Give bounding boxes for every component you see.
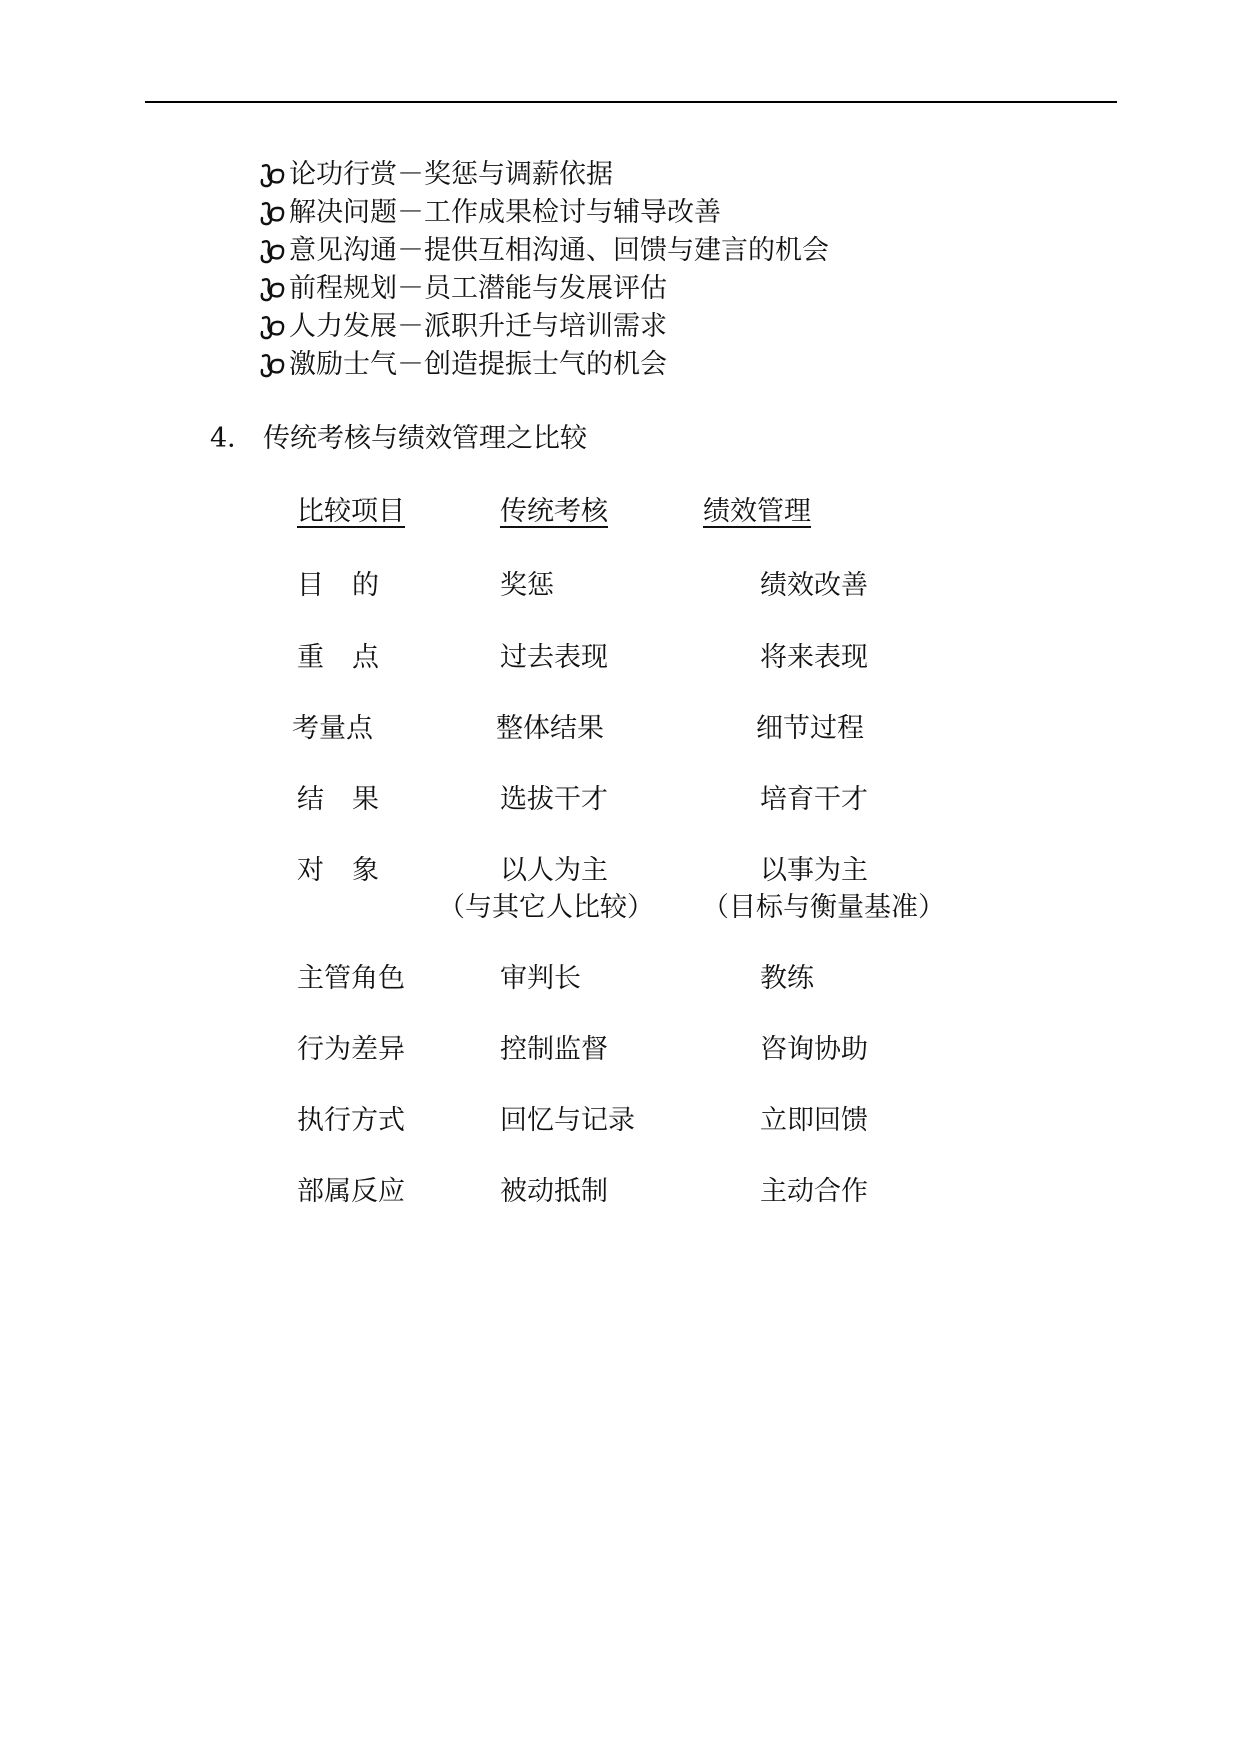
row-traditional-note: （与其它人比较） — [438, 892, 654, 923]
row-item: 部属反应 — [297, 1176, 405, 1207]
row-performance-note: （目标与衡量基准） — [702, 892, 945, 923]
row-item: 目的 — [297, 570, 407, 601]
bullet-swirl-icon — [258, 198, 288, 228]
row-item: 执行方式 — [297, 1105, 405, 1136]
bullet-item — [258, 308, 829, 346]
bullet-swirl-icon — [258, 236, 288, 266]
bullet-item — [258, 232, 829, 270]
bullet-text: 意见沟通－提供互相沟通、回馈与建言的机会 — [289, 235, 829, 266]
section-number: 4． — [210, 423, 255, 454]
row-performance: 立即回馈 — [760, 1105, 868, 1136]
bullet-swirl-icon — [258, 312, 288, 342]
bullet-item — [258, 346, 829, 384]
row-item: 重点 — [297, 642, 407, 673]
bullet-list — [258, 156, 829, 384]
bullet-text: 激励士气－创造提振士气的机会 — [289, 349, 667, 380]
row-performance: 培育干才 — [760, 784, 868, 815]
row-traditional: 选拔干才 — [500, 784, 608, 815]
bullet-swirl-icon — [258, 274, 288, 304]
header-traditional: 传统考核 — [500, 496, 608, 527]
bullet-item — [258, 156, 829, 194]
row-performance: 以事为主 — [760, 855, 868, 886]
header-performance: 绩效管理 — [703, 496, 811, 527]
header-rule — [145, 101, 1117, 103]
row-item: 考量点 — [292, 713, 373, 744]
row-traditional: 审判长 — [500, 963, 581, 994]
row-performance: 绩效改善 — [760, 570, 868, 601]
bullet-text: 前程规划－员工潜能与发展评估 — [289, 273, 667, 304]
row-traditional: 回忆与记录 — [500, 1105, 635, 1136]
row-traditional: 过去表现 — [500, 642, 608, 673]
row-item: 主管角色 — [297, 963, 405, 994]
row-performance: 将来表现 — [760, 642, 868, 673]
bullet-text: 论功行赏－奖惩与调薪依据 — [289, 159, 613, 190]
row-performance: 咨询协助 — [760, 1034, 868, 1065]
row-item: 行为差异 — [297, 1034, 405, 1065]
section-heading — [210, 420, 587, 458]
row-performance: 教练 — [760, 963, 814, 994]
row-item: 对象 — [297, 855, 407, 886]
row-traditional: 奖惩 — [500, 570, 554, 601]
row-performance: 细节过程 — [756, 713, 864, 744]
bullet-text: 人力发展－派职升迁与培训需求 — [289, 311, 667, 342]
bullet-item — [258, 270, 829, 308]
bullet-swirl-icon — [258, 160, 288, 190]
row-traditional: 被动抵制 — [500, 1176, 608, 1207]
bullet-text: 解决问题－工作成果检讨与辅导改善 — [289, 197, 721, 228]
row-performance: 主动合作 — [760, 1176, 868, 1207]
header-item: 比较项目 — [297, 496, 405, 527]
row-item: 结果 — [297, 784, 407, 815]
row-traditional: 以人为主 — [500, 855, 608, 886]
row-traditional: 整体结果 — [496, 713, 604, 744]
bullet-swirl-icon — [258, 350, 288, 380]
section-title: 传统考核与绩效管理之比较 — [263, 423, 587, 454]
bullet-item — [258, 194, 829, 232]
row-traditional: 控制监督 — [500, 1034, 608, 1065]
